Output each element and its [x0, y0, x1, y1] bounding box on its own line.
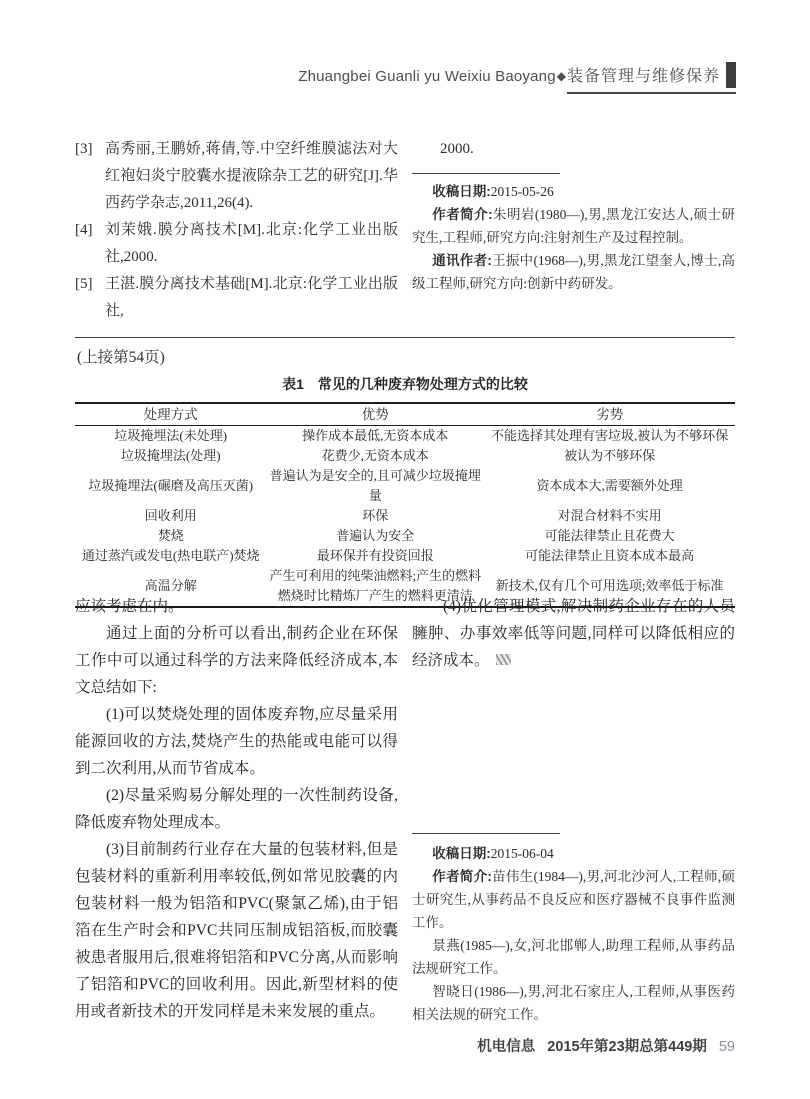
- cell-disadvantage: 新技术,仅有几个可用选项;效率低于标准: [495, 578, 724, 593]
- cell-advantage: 最环保并有投资回报: [316, 548, 434, 563]
- body-left-column: [75, 593, 398, 1025]
- author-bio-line: [412, 203, 735, 249]
- cell-disadvantage: 不能选择其处理有害垃圾,被认为不够环保: [490, 428, 729, 443]
- author-bio-line-3: 智晓日(1986—),男,河北石家庄人,工程师,从事医药相关法规的研究工作。: [412, 984, 735, 1022]
- table-caption-title: 常见的几种废弃物处理方式的比较: [317, 376, 528, 392]
- author-note-column: [412, 136, 735, 325]
- waste-disposal-comparison-table: [75, 402, 735, 608]
- corresponding-author-line: [412, 249, 735, 295]
- header-block-marker-icon: [726, 62, 736, 88]
- reference-item: [75, 217, 398, 271]
- cell-advantage: 普遍认为是安全的,且可减少垃圾掩埋量: [269, 468, 481, 503]
- references-list: [75, 136, 398, 325]
- diamond-separator-icon: ◆: [556, 69, 566, 83]
- body-paragraph: (1)可以焚烧处理的固体废弃物,应尽量采用能源回收的方法,焚烧产生的热能或电能可以得到二次利用,从而节省成本。: [75, 706, 398, 777]
- table-row: [75, 546, 735, 566]
- table-caption: [75, 374, 735, 394]
- reference-text: 王湛.膜分离技术基础[M].北京:化学工业出版社,: [105, 276, 398, 319]
- reference-text: 高秀丽,王鹏娇,蒋倩,等.中空纤维膜滤法对大红袍妇炎宁胶囊水提液除杂工艺的研究[J].华西药学杂志,2011,26(4).: [105, 141, 398, 211]
- cell-advantage: 花费少,无资本成本: [321, 448, 429, 463]
- reference-item: [75, 136, 398, 217]
- section-divider: [75, 337, 735, 338]
- author-bio-label: 作者简介:: [432, 869, 492, 884]
- received-date-label: 收稿日期:: [432, 184, 491, 199]
- note-divider: [412, 173, 560, 174]
- reference-text: 刘茉娥.膜分离技术[M].北京:化学工业出版社,2000.: [105, 222, 398, 265]
- cell-disadvantage: 对混合材料不实用: [557, 508, 662, 523]
- cell-method: 垃圾掩埋法(处理): [120, 448, 221, 463]
- table-caption-label: 表1: [282, 376, 304, 392]
- body-paragraph: (3)目前制药行业存在大量的包装材料,但是包装材料的重新利用率较低,例如常见胶囊的内包装材料一般为铝箔和PVC(聚氯乙烯),由于铝箔在生产时会和PVC共同压制成铝箔板,而胶囊被患者服用后,很难将铝箔和PVC分离,从而影响了铝箔和PVC的回收利用。因此,新型材料的使用或者新技术的开发同样是未来发展的重点。: [75, 841, 398, 1020]
- author-bio-line-2: 景燕(1985—),女,河北邯郸人,助理工程师,从事药品法规研究工作。: [412, 938, 735, 976]
- table-row: [75, 466, 735, 506]
- column-header-disadvantage: 劣势: [484, 403, 735, 426]
- body-paragraph-text: (4)优化管理模式,解决制药企业存在的人员臃肿、办事效率低等问题,同样可以降低相应的经济成本。: [412, 598, 735, 669]
- running-head-latin: Zhuangbei Guanli yu Weixiu Baoyang: [298, 68, 556, 85]
- cell-disadvantage: 可能法律禁止且花费大: [544, 528, 675, 543]
- running-head-chinese: 装备管理与维修保养: [566, 68, 720, 85]
- body-paragraph: 通过上面的分析可以看出,制药企业在环保工作中可以通过科学的方法来降低经济成本,本文总结如下:: [75, 625, 398, 696]
- table-row: [75, 506, 735, 526]
- page-number: 59: [718, 1039, 735, 1055]
- references-section: [75, 136, 735, 325]
- author-bio-text: 朱明岩(1980—),男,黑龙江安达人,硕士研究生,工程师,研究方向:注射剂生产及过程控制。: [412, 207, 735, 245]
- cell-disadvantage: 可能法律禁止且资本成本最高: [525, 548, 695, 563]
- cell-method: 垃圾掩埋法(未处理): [114, 428, 228, 443]
- table-row: [75, 526, 735, 546]
- body-paragraph: [412, 593, 735, 674]
- cell-method: 垃圾掩埋法(碾磨及高压灭菌): [88, 478, 254, 493]
- reference-item: [75, 271, 398, 325]
- received-date-line: [412, 842, 735, 865]
- body-paragraph: (2)尽量采购易分解处理的一次性制药设备,降低废弃物处理成本。: [75, 787, 398, 831]
- received-date-line: [412, 180, 735, 203]
- cell-advantage: 操作成本最低,无资本成本: [302, 428, 449, 443]
- journal-name: 机电信息: [477, 1039, 536, 1055]
- end-of-article-icon: [496, 654, 511, 665]
- body-paragraph: 应该考虑在内。: [75, 598, 184, 615]
- cell-method: 回收利用: [144, 508, 197, 523]
- running-head: [0, 62, 736, 94]
- reference-label: [3]: [75, 141, 93, 157]
- reference-continuation: 2000.: [440, 141, 474, 157]
- reference-label: [5]: [75, 276, 93, 292]
- cell-disadvantage: 被认为不够环保: [564, 448, 656, 463]
- author-bio-line: [412, 865, 735, 934]
- issue-info: 2015年第23期总第449期: [547, 1039, 707, 1055]
- table-row: [75, 426, 735, 447]
- table-row: [75, 446, 735, 466]
- continued-from-note: (上接第54页): [77, 349, 165, 366]
- received-date-value: 2015-05-26: [490, 184, 554, 199]
- running-head-underline: [567, 62, 736, 94]
- author-bio-text: 苗伟生(1984—),男,河北沙河人,工程师,硕士研究生,从事药品不良反应和医疗器械不良事件监测工作。: [412, 869, 735, 930]
- reference-label: [4]: [75, 222, 93, 238]
- cell-method: 通过蒸汽或发电(热电联产)焚烧: [81, 548, 260, 563]
- received-date-label: 收稿日期:: [432, 846, 491, 861]
- column-header-method: 处理方式: [75, 403, 266, 426]
- author-note-bottom: [412, 833, 735, 1026]
- author-bio-label: 作者简介:: [432, 207, 493, 222]
- corresponding-author-label: 通讯作者:: [432, 253, 492, 268]
- cell-method: 焚烧: [157, 528, 184, 543]
- received-date-value: 2015-06-04: [490, 846, 554, 861]
- corresponding-author-text: 王振中(1968—),男,黑龙江望奎人,博士,高级工程师,研究方向:创新中药研发。: [412, 253, 735, 291]
- note-divider: [412, 833, 560, 834]
- cell-disadvantage: 资本成本大,需要额外处理: [536, 478, 683, 493]
- page-footer: [75, 1035, 735, 1056]
- cell-method: 高温分解: [144, 578, 197, 593]
- author-note-top: [412, 180, 735, 295]
- cell-advantage: 普遍认为安全: [336, 528, 415, 543]
- table-header-row: [75, 403, 735, 426]
- cell-advantage: 产生可利用的纯柴油燃料;产生的燃料燃烧时比精炼厂产生的燃料更清洁: [269, 568, 482, 603]
- column-header-advantage: 优势: [266, 403, 484, 426]
- cell-advantage: 环保: [362, 508, 389, 523]
